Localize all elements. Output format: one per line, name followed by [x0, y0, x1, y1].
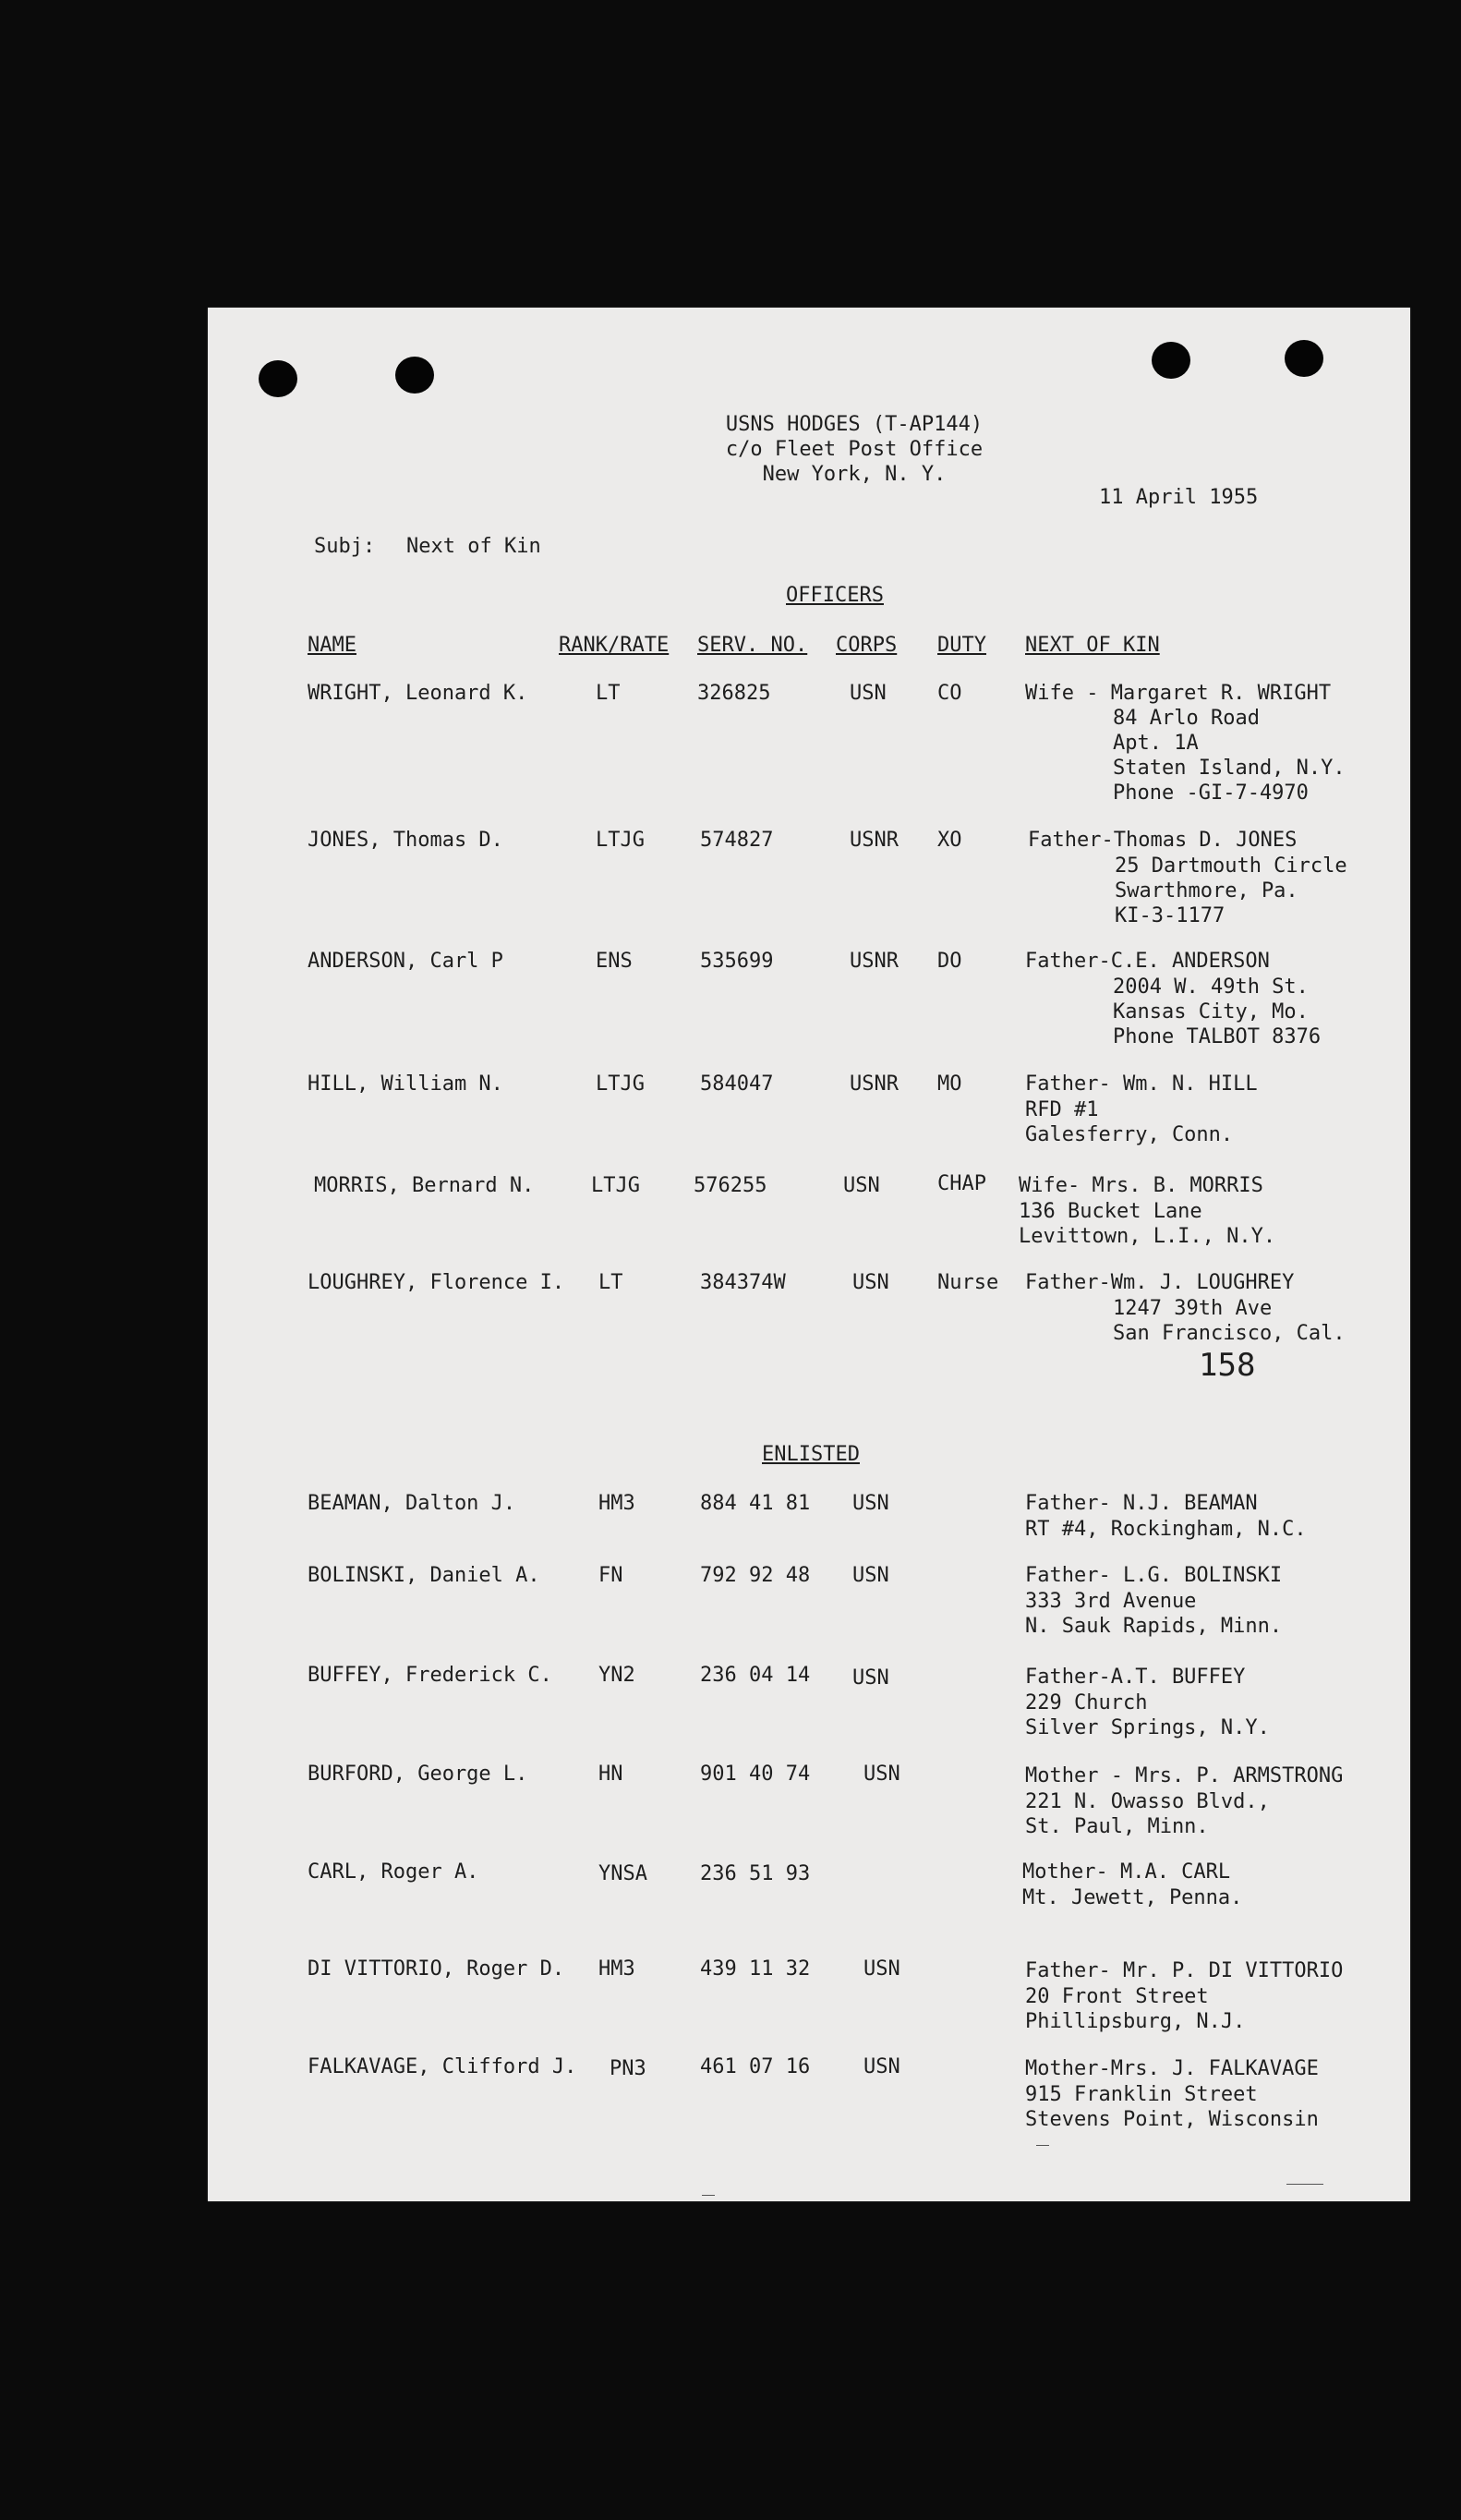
subject-label: Subj: — [314, 535, 376, 558]
officer-serv-no: 574827 — [700, 829, 774, 852]
officer-name: HILL, William N. — [308, 1072, 503, 1096]
officer-duty: CHAP — [937, 1172, 986, 1195]
officer-name: LOUGHREY, Florence I. — [308, 1271, 565, 1294]
address-line: Staten Island, N.Y. — [1113, 757, 1346, 780]
officer-corps: USN — [850, 682, 887, 705]
enlisted-rate: HN — [598, 1763, 623, 1786]
address-line: RT #4, Rockingham, N.C. — [1025, 1518, 1307, 1541]
ship-name: USNS HODGES (T-AP144) — [725, 413, 984, 436]
officer-serv-no: 584047 — [700, 1072, 774, 1096]
enlisted-corps: USN — [852, 1564, 889, 1587]
officer-next-of-kin: Wife- Mrs. B. MORRIS — [1019, 1174, 1263, 1197]
officers-heading: OFFICERS — [786, 584, 884, 607]
punch-hole — [259, 360, 297, 397]
enlisted-serv-no: 236 04 14 — [700, 1664, 811, 1687]
enlisted-rate: FN — [598, 1564, 623, 1587]
address-line: Kansas City, Mo. — [1113, 1000, 1309, 1024]
officer-rank: ENS — [596, 950, 633, 973]
address-line: 229 Church — [1025, 1691, 1148, 1714]
address-line: Galesferry, Conn. — [1025, 1123, 1234, 1146]
enlisted-corps: USN — [863, 2055, 900, 2078]
officer-corps: USNR — [850, 1072, 899, 1096]
enlisted-rate: HM3 — [598, 1492, 635, 1515]
enlisted-heading: ENLISTED — [762, 1443, 860, 1466]
next-of-kin-address — [1025, 1984, 1245, 2034]
next-of-kin-address — [1022, 1885, 1242, 1910]
column-header-name: NAME — [308, 634, 356, 657]
enlisted-name: CARL, Roger A. — [308, 1860, 479, 1884]
address-line: RFD #1 — [1025, 1098, 1099, 1121]
officer-duty: CO — [937, 682, 962, 705]
next-of-kin-address — [1113, 706, 1346, 806]
next-of-kin-address — [1025, 1690, 1270, 1740]
next-of-kin-address — [1113, 975, 1321, 1049]
officer-next-of-kin: Father-C.E. ANDERSON — [1025, 950, 1270, 973]
officer-duty: Nurse — [937, 1271, 999, 1294]
officer-corps: USN — [852, 1271, 889, 1294]
column-header-rank: RANK/RATE — [559, 634, 670, 657]
officer-next-of-kin: Father- Wm. N. HILL — [1025, 1072, 1258, 1096]
officer-duty: XO — [937, 829, 962, 852]
fleet-post-office: c/o Fleet Post Office — [725, 438, 984, 461]
address-line: 221 N. Owasso Blvd., — [1025, 1790, 1270, 1813]
enlisted-serv-no: 901 40 74 — [700, 1763, 811, 1786]
enlisted-next-of-kin: Father- N.J. BEAMAN — [1025, 1492, 1258, 1515]
address-line: 25 Dartmouth Circle — [1115, 854, 1347, 878]
address-line: Levittown, L.I., N.Y. — [1019, 1225, 1276, 1248]
punch-hole — [395, 357, 434, 394]
next-of-kin-address — [1025, 1589, 1282, 1639]
enlisted-next-of-kin: Mother- M.A. CARL — [1022, 1860, 1231, 1884]
enlisted-rate: YNSA — [598, 1862, 647, 1885]
officer-name: JONES, Thomas D. — [308, 829, 503, 852]
officer-rank: LT — [598, 1271, 623, 1294]
letter-date: 11 April 1955 — [1099, 486, 1259, 509]
column-header-serv: SERV. NO. — [697, 634, 808, 657]
officer-next-of-kin: Father-Thomas D. JONES — [1028, 829, 1298, 852]
enlisted-serv-no: 792 92 48 — [700, 1564, 811, 1587]
address-line: 136 Bucket Lane — [1019, 1200, 1202, 1223]
enlisted-name: BURFORD, George L. — [308, 1763, 528, 1786]
officer-rank: LT — [596, 682, 621, 705]
officer-serv-no: 326825 — [697, 682, 771, 705]
officer-serv-no: 535699 — [700, 950, 774, 973]
enlisted-next-of-kin: Mother-Mrs. J. FALKAVAGE — [1025, 2057, 1319, 2080]
column-header-corps: CORPS — [836, 634, 898, 657]
officer-duty: DO — [937, 950, 962, 973]
address-line: 915 Franklin Street — [1025, 2083, 1258, 2106]
enlisted-name: BUFFEY, Frederick C. — [308, 1664, 552, 1687]
enlisted-next-of-kin: Father-A.T. BUFFEY — [1025, 1666, 1246, 1689]
ship-city: New York, N. Y. — [762, 463, 947, 486]
enlisted-name: BEAMAN, Dalton J. — [308, 1492, 516, 1515]
address-line: Phone TALBOT 8376 — [1113, 1025, 1322, 1048]
enlisted-rate: HM3 — [598, 1957, 635, 1981]
officer-name: MORRIS, Bernard N. — [314, 1174, 535, 1197]
next-of-kin-address — [1025, 1789, 1270, 1839]
subject-text: Next of Kin — [406, 535, 541, 558]
next-of-kin-address — [1025, 1517, 1307, 1542]
enlisted-name: DI VITTORIO, Roger D. — [308, 1957, 565, 1981]
enlisted-serv-no: 461 07 16 — [700, 2055, 811, 2078]
enlisted-corps: USN — [863, 1957, 900, 1981]
officer-duty: MO — [937, 1072, 962, 1096]
address-line: St. Paul, Minn. — [1025, 1815, 1209, 1838]
address-line: 1247 39th Ave — [1113, 1297, 1273, 1320]
enlisted-corps: USN — [852, 1666, 889, 1690]
address-line: Mt. Jewett, Penna. — [1022, 1886, 1243, 1909]
enlisted-serv-no: 439 11 32 — [700, 1957, 811, 1981]
address-line: KI-3-1177 — [1115, 904, 1226, 927]
enlisted-next-of-kin: Mother - Mrs. P. ARMSTRONG — [1025, 1764, 1344, 1787]
enlisted-next-of-kin: Father- L.G. BOLINSKI — [1025, 1564, 1283, 1587]
address-line: Apt. 1A — [1113, 732, 1199, 755]
address-line: Swarthmore, Pa. — [1115, 879, 1298, 903]
address-line: 333 3rd Avenue — [1025, 1590, 1197, 1613]
officer-rank: LTJG — [591, 1174, 640, 1197]
next-of-kin-address — [1019, 1199, 1275, 1249]
address-line: Silver Springs, N.Y. — [1025, 1716, 1270, 1739]
scan-mark — [702, 2195, 715, 2196]
address-line: San Francisco, Cal. — [1113, 1322, 1346, 1345]
officer-rank: LTJG — [596, 829, 645, 852]
officer-corps: USNR — [850, 950, 899, 973]
address-line: 84 Arlo Road — [1113, 707, 1260, 730]
address-line: Phillipsburg, N.J. — [1025, 2010, 1246, 2033]
next-of-kin-address — [1113, 1296, 1346, 1346]
enlisted-name: FALKAVAGE, Clifford J. — [308, 2055, 577, 2078]
column-header-duty: DUTY — [937, 634, 986, 657]
next-of-kin-address — [1025, 1097, 1233, 1147]
enlisted-rate: PN3 — [610, 2057, 646, 2080]
address-line: 20 Front Street — [1025, 1985, 1209, 2008]
enlisted-corps: USN — [863, 1763, 900, 1786]
page-number: 158 — [1199, 1347, 1256, 1384]
officer-corps: USNR — [850, 829, 899, 852]
enlisted-serv-no: 884 41 81 — [700, 1492, 811, 1515]
punch-hole — [1285, 340, 1323, 377]
enlisted-name: BOLINSKI, Daniel A. — [308, 1564, 540, 1587]
officer-name: ANDERSON, Carl P — [308, 950, 503, 973]
officer-next-of-kin: Father-Wm. J. LOUGHREY — [1025, 1271, 1295, 1294]
next-of-kin-address — [1115, 854, 1347, 928]
address-line: 2004 W. 49th St. — [1113, 975, 1309, 999]
officer-serv-no: 384374W — [700, 1271, 786, 1294]
next-of-kin-address — [1025, 2082, 1319, 2132]
scan-mark — [1036, 2145, 1049, 2146]
officer-corps: USN — [843, 1174, 880, 1197]
punch-hole — [1152, 342, 1190, 379]
address-line: Stevens Point, Wisconsin — [1025, 2108, 1319, 2131]
officer-name: WRIGHT, Leonard K. — [308, 682, 528, 705]
enlisted-corps: USN — [852, 1492, 889, 1515]
enlisted-next-of-kin: Father- Mr. P. DI VITTORIO — [1025, 1959, 1344, 1982]
officer-next-of-kin: Wife - Margaret R. WRIGHT — [1025, 682, 1332, 705]
column-header-next-of-kin: NEXT OF KIN — [1025, 634, 1160, 657]
document-page — [208, 308, 1410, 2201]
officer-serv-no: 576255 — [694, 1174, 767, 1197]
scan-mark — [1286, 2184, 1323, 2185]
address-line: Phone -GI-7-4970 — [1113, 781, 1309, 805]
address-line: N. Sauk Rapids, Minn. — [1025, 1615, 1283, 1638]
enlisted-serv-no: 236 51 93 — [700, 1862, 811, 1885]
enlisted-rate: YN2 — [598, 1664, 635, 1687]
officer-rank: LTJG — [596, 1072, 645, 1096]
